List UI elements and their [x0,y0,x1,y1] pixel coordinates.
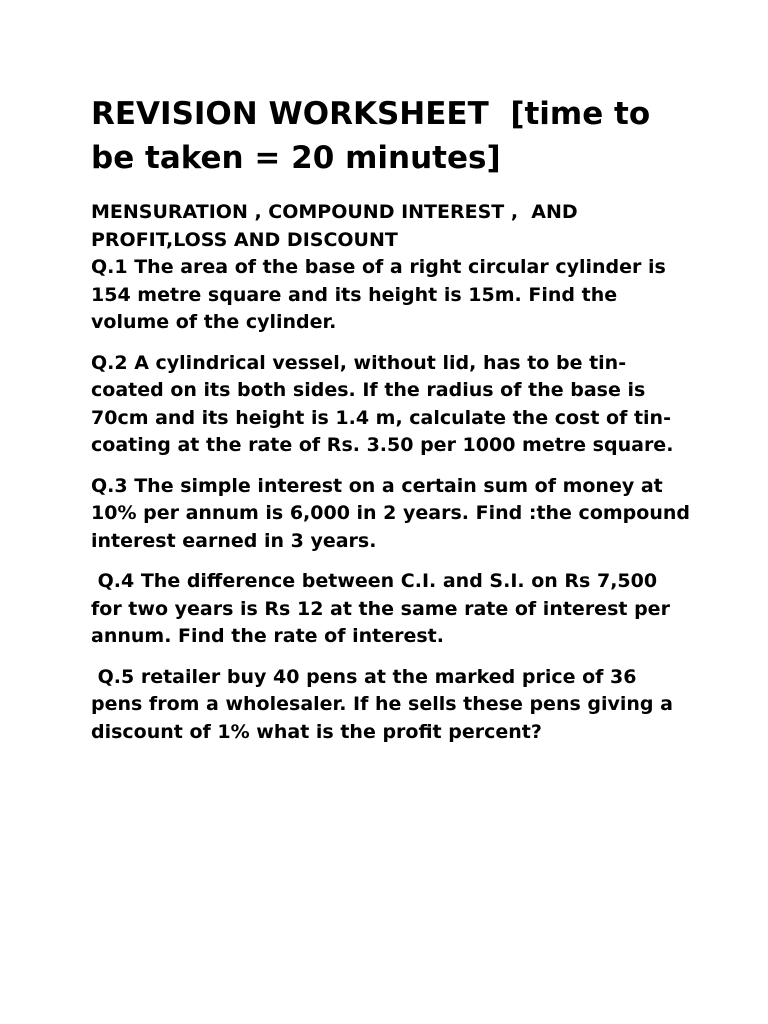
question-1: Q.1 The area of the base of a right circular cylinder is 154 metre square and its height is 15m. Find the volume of the cylinder. [91,256,673,333]
question-2: Q.2 A cylindrical vessel, without lid, has to be tin-coated on its both sides. If the radius of the base is 70cm and its height is 1.4 m, calculate the cost of tin-coating at the rate of Rs. 3.50 per 1000 metre square. [91,351,674,456]
question-4: Q.4 The difference between C.I. and S.I. on Rs 7,500 for two years is Rs 12 at the same rate of interest per annum. Find the rate of interest. [91,570,677,647]
worksheet-page [91,92,697,759]
question-3: Q.3 The simple interest on a certain sum of money at 10% per annum is 6,000 in 2 years. Find :the compound interest earned in 3 years. [91,474,697,552]
question-5: Q.5 retailer buy 40 pens at the marked price of 36 pens from a wholesaler. If he sells these pens giving a discount of 1% what is the profit percent? [91,665,680,743]
worksheet-subtitle: MENSURATION , COMPOUND INTEREST , AND PROFIT,LOSS AND DISCOUNT [91,201,585,251]
worksheet-title: REVISION WORKSHEET [time to be taken = 20 minutes] [91,96,661,176]
